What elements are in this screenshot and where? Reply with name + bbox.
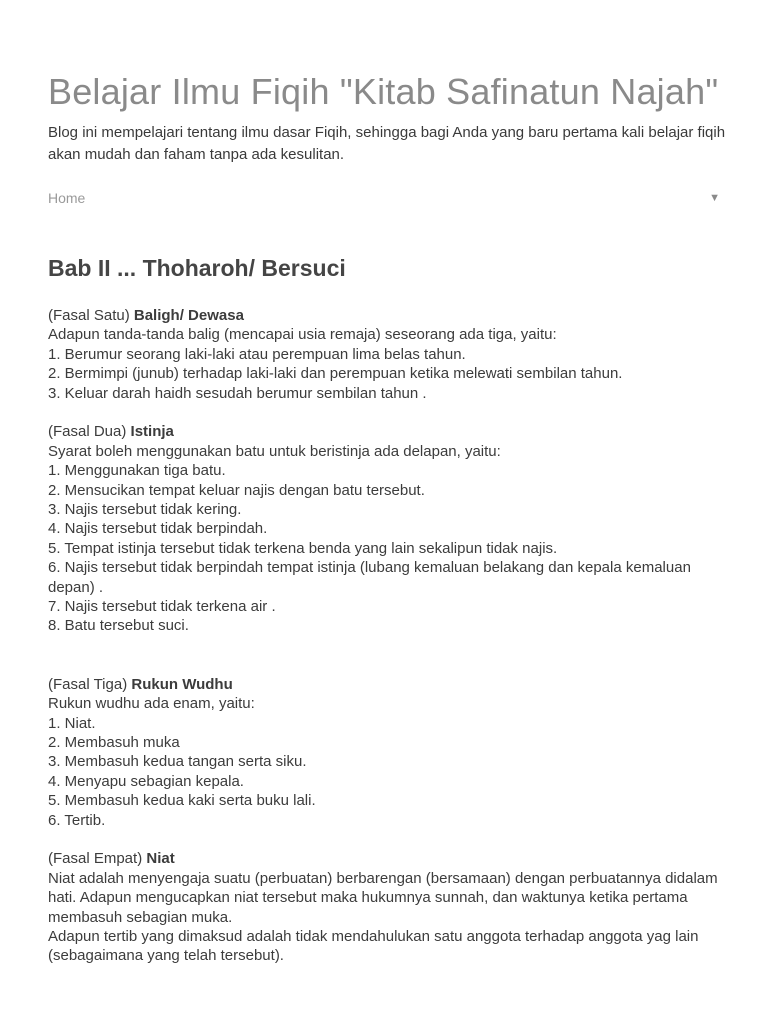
fasal-heading: [48, 849, 728, 868]
nav-home-link[interactable]: Home: [48, 190, 86, 206]
fasal-line: 4. Najis tersebut tidak berpindah.: [48, 520, 268, 538]
blog-title[interactable]: Belajar Ilmu Fiqih "Kitab Safinatun Najah": [48, 71, 719, 112]
fasal-label: (Fasal Dua): [48, 423, 131, 441]
fasal-line: Adapun tanda-tanda balig (mencapai usia remaja) seseorang ada tiga, yaitu:: [48, 326, 557, 344]
fasal-section: [48, 306, 728, 403]
fasal-line: 1. Menggunakan tiga batu.: [48, 462, 226, 480]
fasal-line: 6. Najis tersebut tidak berpindah tempat istinja (lubang kemaluan belakang dan kepala kemaluan depan) .: [48, 559, 691, 596]
fasal-line: 1. Niat.: [48, 714, 96, 732]
fasal-line: Niat adalah menyengaja suatu (perbuatan) berbarengan (bersamaan) dengan perbuatannya didalam hati. Adapun mengucapkan niat tersebut maka hukumnya sunnah, dan waktunya ketika pertama membasuh sebagian muka.: [48, 869, 718, 926]
fasal-section: [48, 849, 728, 965]
fasal-title: Baligh/ Dewasa: [133, 307, 244, 324]
post-body: [48, 306, 728, 966]
blog-description: Blog ini mempelajari tentang ilmu dasar Fiqih, sehingga bagi Anda yang baru pertama kali belajar fiqih akan mudah dan faham tanpa ada kesulitan.: [48, 124, 726, 163]
chevron-down-icon[interactable]: ▼: [709, 192, 720, 204]
fasal-title: Istinja: [130, 423, 174, 441]
fasal-line: Adapun tertib yang dimaksud adalah tidak mendahulukan satu anggota terhadap anggota yag lain (sebagaimana yang telah tersebut).: [48, 927, 699, 965]
fasal-line: 4. Menyapu sebagian kepala.: [48, 772, 244, 790]
fasal-line: 1. Berumur seorang laki-laki atau perempuan lima belas tahun.: [48, 345, 466, 363]
fasal-line: 3. Najis tersebut tidak kering.: [48, 501, 242, 519]
fasal-line: 2. Bermimpi (junub) terhadap laki-laki dan perempuan ketika melewati sembilan tahun.: [48, 365, 623, 383]
fasal-label: (Fasal Empat): [48, 850, 147, 868]
fasal-line: 2. Mensucikan tempat keluar najis dengan batu tersebut.: [48, 481, 425, 499]
fasal-label: (Fasal Satu): [48, 307, 134, 324]
fasal-line: 2. Membasuh muka: [48, 733, 180, 751]
fasal-line: 5. Tempat istinja tersebut tidak terkena benda yang lain sekalipun tidak najis.: [48, 539, 558, 557]
fasal-section: [48, 675, 728, 830]
page-nav: [48, 188, 720, 212]
fasal-line: 5. Membasuh kedua kaki serta buku lali.: [48, 792, 316, 810]
fasal-line: 7. Najis tersebut tidak terkena air .: [48, 598, 276, 616]
fasal-title: Niat: [146, 850, 175, 868]
fasal-label: (Fasal Tiga): [48, 675, 132, 693]
blog-header: [48, 70, 738, 166]
fasal-title: Rukun Wudhu: [131, 675, 233, 693]
fasal-line: 3. Keluar darah haidh sesudah berumur sembilan tahun .: [48, 384, 427, 402]
fasal-heading: [48, 306, 728, 325]
fasal-line: 3. Membasuh kedua tangan serta siku.: [48, 753, 307, 771]
fasal-heading: [48, 422, 728, 441]
fasal-section: [48, 422, 728, 635]
fasal-line: 8. Batu tersebut suci.: [48, 617, 189, 635]
fasal-line: Syarat boleh menggunakan batu untuk beristinja ada delapan, yaitu:: [48, 442, 501, 460]
post-title[interactable]: Bab II ... Thoharoh/ Bersuci: [48, 255, 346, 281]
fasal-heading: [48, 675, 728, 694]
fasal-line: Rukun wudhu ada enam, yaitu:: [48, 695, 255, 713]
post: [48, 252, 728, 985]
fasal-line: 6. Tertib.: [48, 811, 106, 829]
